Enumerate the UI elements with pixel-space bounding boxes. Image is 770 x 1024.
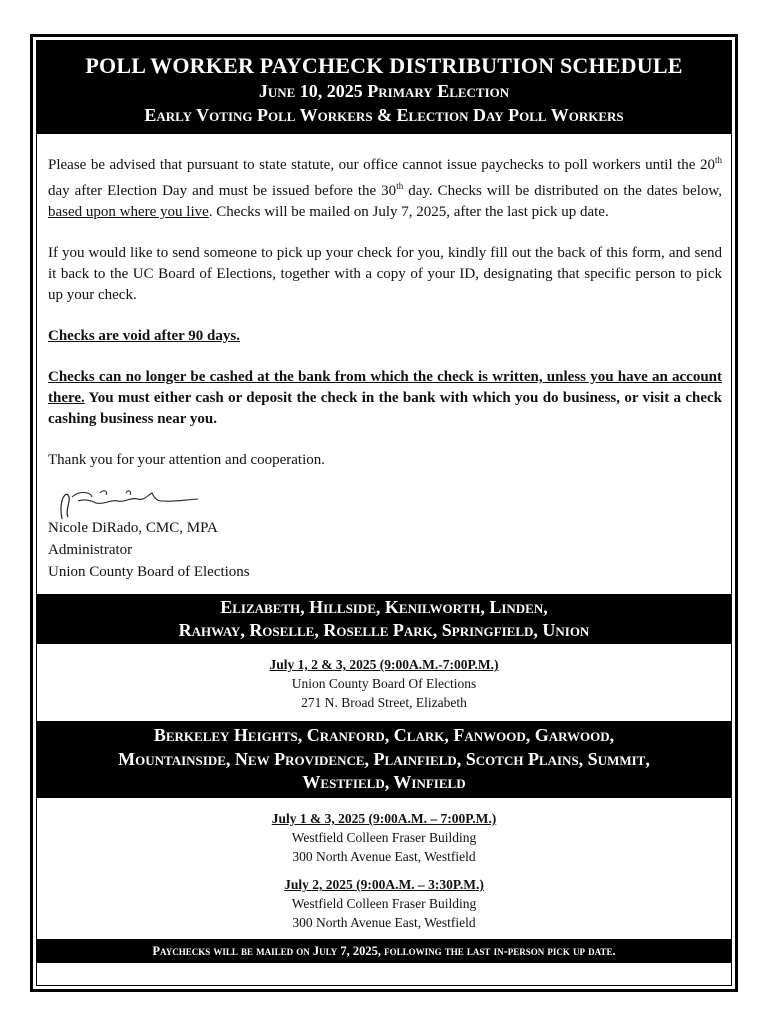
signer-title: Administrator bbox=[48, 542, 133, 558]
group2-session1-date: July 1 & 3, 2025 (9:00A.M. – 7:00P.M.) bbox=[271, 811, 497, 826]
paragraph-designee: If you would like to send someone to pick up your check for you, kindly fill out the back of this form, and send it back to the UC Board of Elections, together with a copy of your ID, designating that specific person to pick up your check. bbox=[48, 245, 722, 303]
group1-municipalities-banner: Elizabeth, Hillside, Kenilworth, Linden, Rahway, Roselle, Roselle Park, Springfield, Union bbox=[37, 594, 731, 644]
signer-name: Nicole DiRado, CMC, MPA bbox=[48, 520, 218, 536]
group2-session1-address: 300 North Avenue East, Westfield bbox=[292, 849, 476, 864]
where-you-live-text: based upon where you live bbox=[48, 204, 209, 220]
mailing-notice-footer: Paychecks will be mailed on July 7, 2025, following the last in-person pick up date. bbox=[37, 939, 731, 963]
group1-pickup-date: July 1, 2 & 3, 2025 (9:00A.M.-7:00P.M.) bbox=[269, 657, 499, 672]
group1-pickup-info bbox=[37, 655, 731, 712]
group1-pickup-place: Union County Board Of Elections bbox=[291, 676, 477, 691]
group2-session2-date: July 2, 2025 (9:00A.M. – 3:30P.M.) bbox=[284, 877, 484, 892]
election-subtitle: June 10, 2025 Primary Election bbox=[258, 81, 510, 101]
document-frame bbox=[30, 34, 738, 992]
paragraph-thanks: Thank you for your attention and cooperation. bbox=[48, 452, 326, 468]
signature-block bbox=[48, 517, 250, 583]
document-inner-border bbox=[36, 40, 732, 986]
paragraph-statute: Please be advised that pursuant to state statute, our office cannot issue paychecks to poll workers until the 20th day after Election Day and must be issued before the 30th day. Checks will be distributed on the dates below, based upon where you live. Checks will be mailed on July 7, 2025, after the last pick up date. bbox=[48, 155, 722, 220]
paragraph-void-notice: Checks are void after 90 days. bbox=[48, 328, 240, 344]
paragraph-bank-notice: Checks can no longer be cashed at the bank from which the check is written, unless you have an account there. You must either cash or deposit the check in the bank with which you do business, or visit a check cashing business near you. bbox=[48, 369, 722, 427]
group1-pickup-address: 271 N. Broad Street, Elizabeth bbox=[301, 695, 467, 710]
group2-session2-address: 300 North Avenue East, Westfield bbox=[292, 915, 476, 930]
group2-pickup-info-session2 bbox=[37, 875, 731, 932]
notice-body bbox=[48, 150, 722, 491]
group2-municipalities-banner: Berkeley Heights, Cranford, Clark, Fanwood, Garwood, Mountainside, New Providence, Plainfield, Scotch Plains, Summit, Westfield, Winfield bbox=[37, 721, 731, 798]
audience-subtitle: Early Voting Poll Workers & Election Day Poll Workers bbox=[144, 105, 624, 125]
group2-pickup-info-session1 bbox=[37, 809, 731, 866]
signer-organization: Union County Board of Elections bbox=[48, 564, 250, 580]
group2-session1-place: Westfield Colleen Fraser Building bbox=[291, 830, 477, 845]
page-title: POLL WORKER PAYCHECK DISTRIBUTION SCHEDULE bbox=[85, 53, 683, 78]
header-banner bbox=[37, 41, 731, 134]
group2-session2-place: Westfield Colleen Fraser Building bbox=[291, 896, 477, 911]
